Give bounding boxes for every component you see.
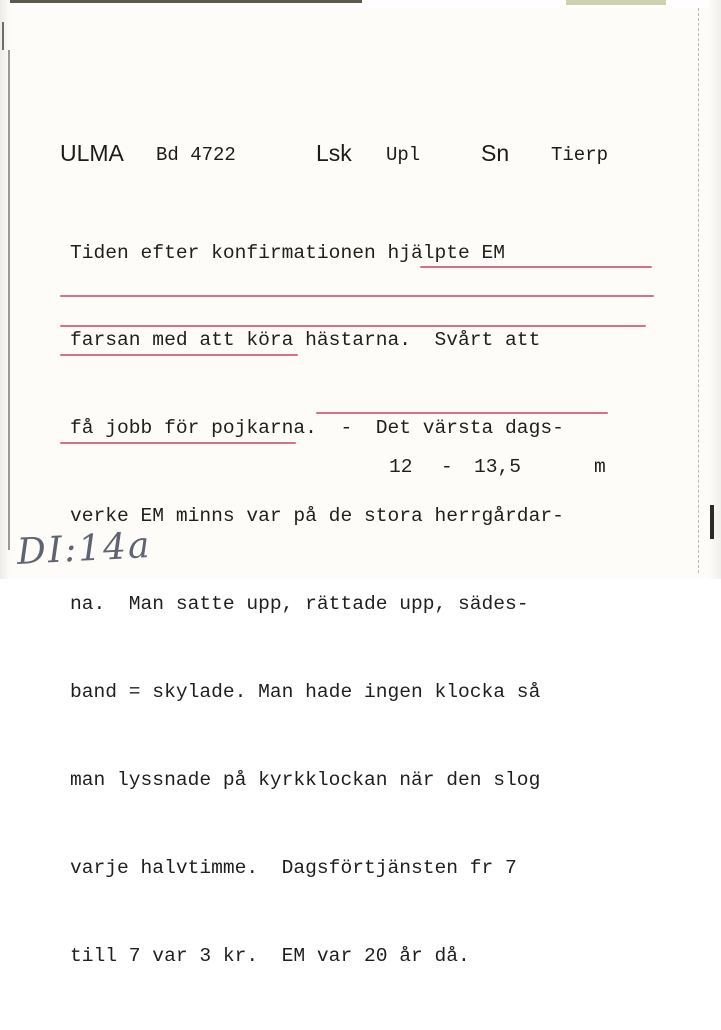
informant-gender: m [594, 456, 606, 478]
card-right-border [698, 8, 700, 573]
highlight-underline [420, 266, 652, 268]
scan-right-edge [709, 0, 721, 579]
scan-left-tick [2, 22, 4, 50]
body-line: verke EM minns var på de stora herrgårdar- [70, 505, 564, 528]
age-dash: - [441, 456, 453, 478]
body-line: band = skylade. Man hade ingen klocka så [70, 681, 541, 704]
highlight-underline [60, 442, 296, 444]
volume-number: Bd 4722 [156, 144, 236, 166]
socken-value: Tierp [551, 144, 609, 166]
highlight-underline [60, 325, 646, 327]
card-tab-strip [566, 0, 666, 5]
age-to: 13,5 [474, 456, 522, 478]
body-line: man lyssnade på kyrkklockan när den slog [70, 768, 541, 791]
landskap-label: Lsk [316, 140, 352, 166]
highlight-underline [60, 354, 298, 356]
highlight-underline [60, 295, 654, 297]
archive-name: ULMA [60, 140, 124, 166]
body-line: till 7 var 3 kr. EM var 20 år då. [70, 944, 470, 967]
body-line: na. Man satte upp, rättade upp, sädes- [70, 593, 529, 616]
handwritten-reference: DI:14a [16, 524, 153, 573]
body-line: få jobb för pojkarna. - Det värsta dags- [70, 417, 564, 440]
card-body-text [70, 180, 690, 1030]
scan-right-mark [710, 505, 714, 539]
highlight-underline [316, 412, 608, 414]
landskap-value: Upl [386, 144, 421, 166]
age-from: 12 [389, 456, 413, 478]
socken-label: Sn [481, 140, 510, 166]
body-line: farsan med att köra hästarna. Svårt att [70, 329, 541, 352]
body-line: varje halvtimme. Dagsförtjänsten fr 7 [70, 856, 517, 879]
card-left-border [8, 50, 10, 550]
body-line: Tiden efter konfirmationen hjälpte EM [70, 241, 506, 264]
scan-top-shadow [2, 0, 362, 3]
